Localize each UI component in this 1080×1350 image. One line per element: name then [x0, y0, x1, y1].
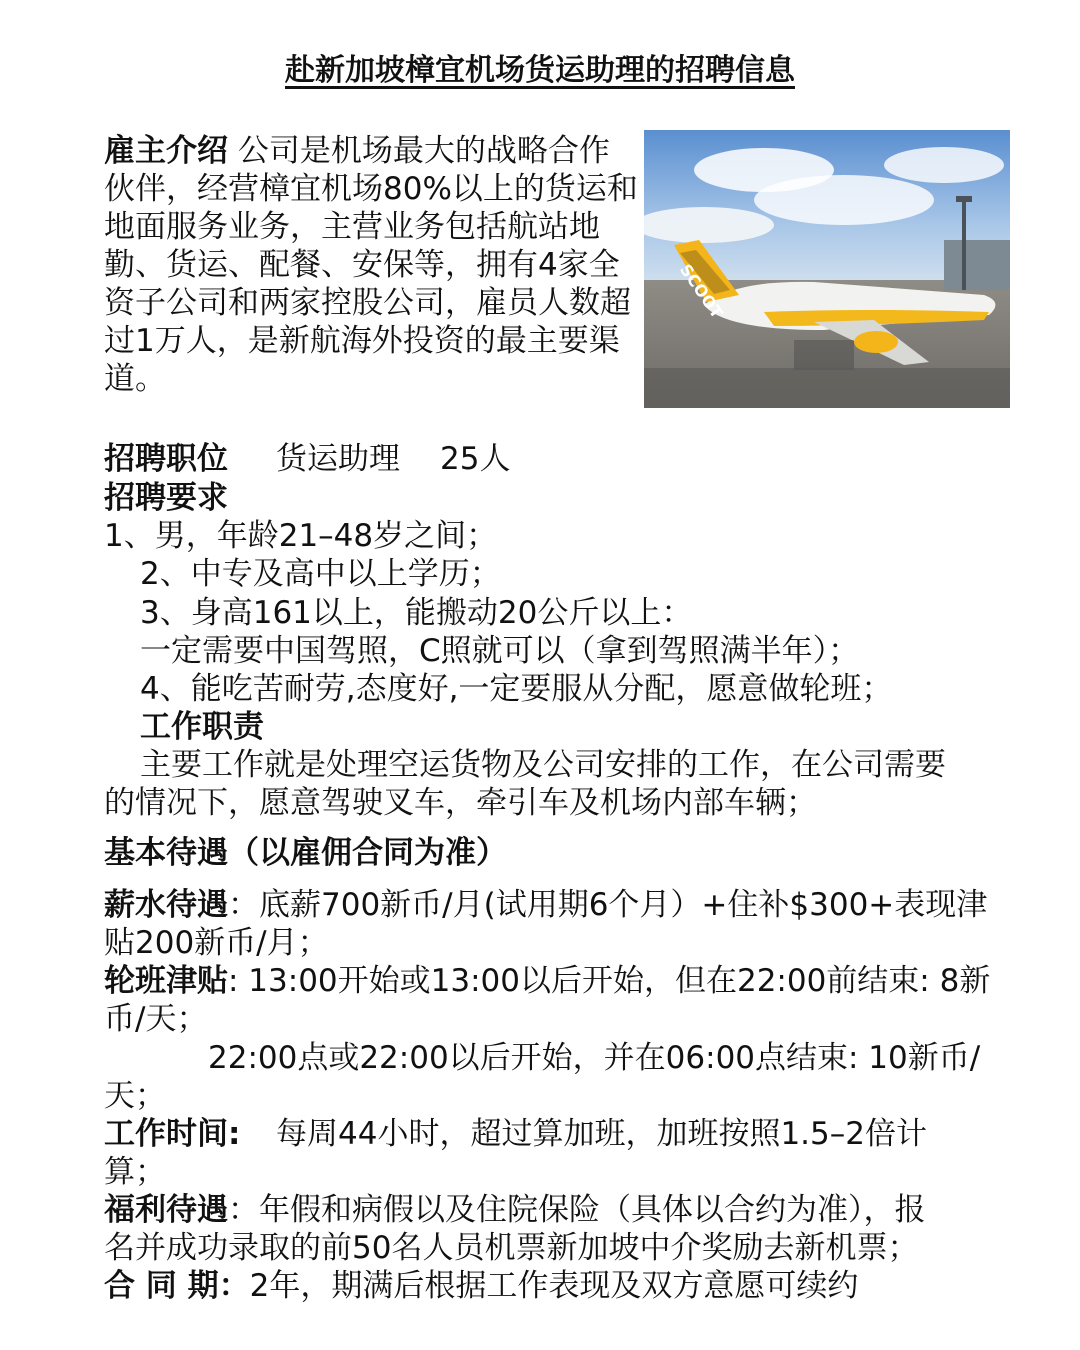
requirements-label: 招聘要求 — [104, 480, 228, 516]
tail-logo: SCOOT — [675, 260, 727, 322]
page-title: 赴新加坡樟宜机场货运助理的招聘信息 — [285, 53, 795, 88]
shift-text: : 13:00开始或13:00以后开始，但在22:00前结束: 8新 — [228, 963, 991, 999]
salary-text: ：底薪700新币/月(试用期6个月）+住补$300+表现津 — [228, 887, 988, 923]
contract-label: 合 同 期： — [104, 1268, 250, 1304]
requirement-item: 3、身高161以上，能搬动20公斤以上： — [140, 595, 693, 631]
requirement-item: 1、男，年龄21–48岁之间； — [104, 518, 498, 554]
requirement-item: 一定需要中国驾照，C照就可以（拿到驾照满半年）； — [140, 633, 860, 669]
requirement-item: 2、中专及高中以上学历； — [140, 556, 501, 592]
employer-label: 雇主介绍 — [104, 133, 228, 169]
shift-line — [104, 962, 990, 1000]
requirement-item: 4、能吃苦耐劳,态度好,一定要服从分配，愿意做轮班； — [140, 671, 893, 707]
shift-label: 轮班津贴 — [104, 963, 228, 999]
benefits-heading: 基本待遇（以雇佣合同为准） — [104, 835, 507, 871]
position-label: 招聘职位 — [104, 441, 228, 477]
airplane-photo — [644, 130, 1010, 408]
salary-label: 薪水待遇 — [104, 887, 228, 923]
contract-line — [104, 1267, 858, 1305]
position-count: 25人 — [440, 441, 511, 477]
position-title: 货运助理 — [276, 441, 400, 477]
hours-label: 工作时间: — [104, 1116, 241, 1152]
salary-line: 贴200新币/月； — [104, 925, 329, 961]
shift-line: 天； — [104, 1078, 166, 1114]
hours-text: 每周44小时，超过算加班，加班按照1.5–2倍计 — [276, 1116, 927, 1152]
contract-text: 2年，期满后根据工作表现及双方意愿可续约 — [249, 1268, 859, 1304]
shift-line: 22:00点或22:00以后开始，并在06:00点结束: 10新币/ — [208, 1040, 981, 1076]
welfare-line — [104, 1191, 926, 1229]
welfare-label: 福利待遇 — [104, 1192, 228, 1228]
duties-text-line: 主要工作就是处理空运货物及公司安排的工作，在公司需要 — [140, 747, 946, 783]
welfare-text: ：年假和病假以及住院保险（具体以合约为准），报 — [228, 1192, 926, 1228]
employer-text: 公司是机场最大的战略合作伙伴，经营樟宜机场80%以上的货运和地面服务业务，主营业务包括航站地勤、货运、配餐、安保等，拥有4家全资子公司和两家控股公司，雇员人数超过1万人，是新航海外投资的最主要渠道。 — [104, 133, 638, 397]
welfare-line: 名并成功录取的前50名人员机票新加坡中介奖励去新机票； — [104, 1230, 919, 1266]
salary-line — [104, 886, 987, 924]
shift-line: 币/天； — [104, 1001, 208, 1037]
duties-label: 工作职责 — [140, 709, 264, 745]
employer-intro — [104, 132, 639, 398]
hours-text: 算； — [104, 1154, 166, 1190]
duties-text-line: 的情况下，愿意驾驶叉车，牵引车及机场内部车辆； — [104, 785, 817, 821]
